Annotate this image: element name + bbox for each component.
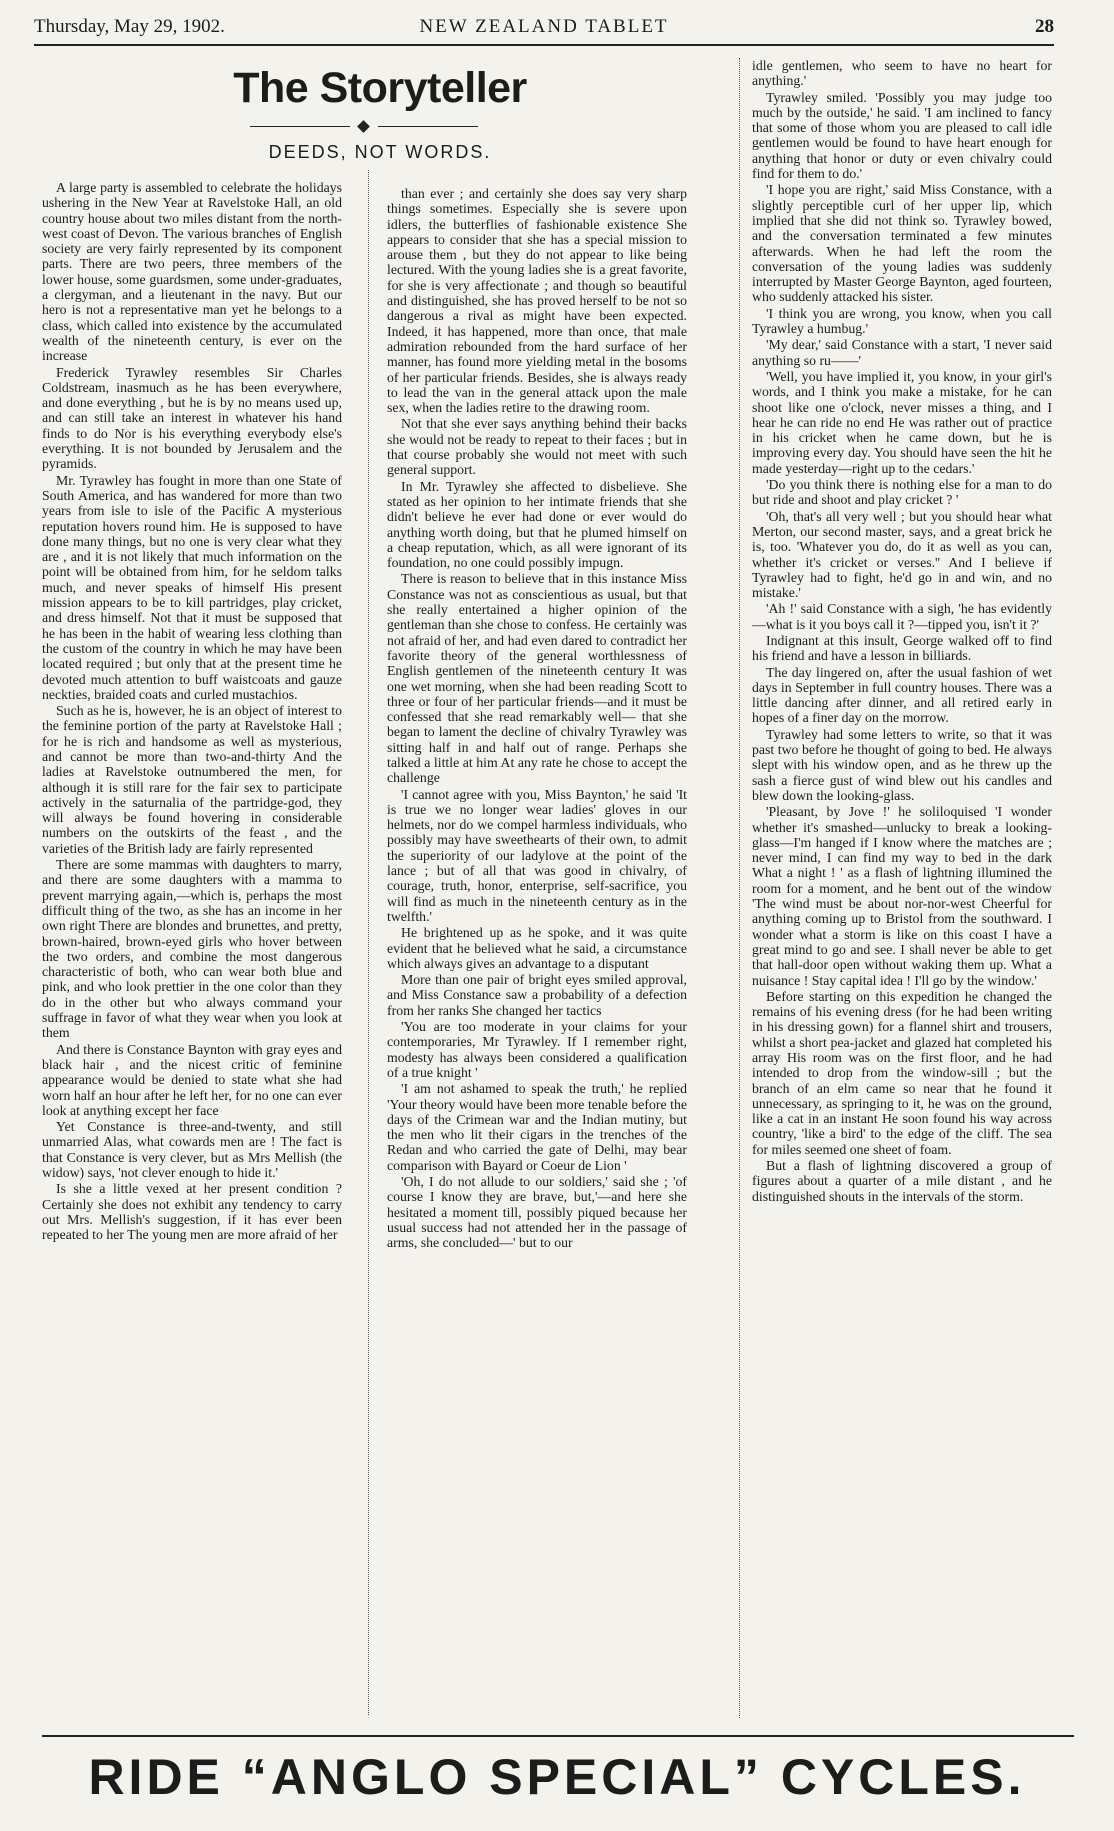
paragraph: But a flash of lightning discovered a group of figures about a quarter of a mile distant , and he distinguished shouts in the intervals of the storm. xyxy=(752,1158,1052,1204)
paragraph: Yet Constance is three-and-twenty, and still unmarried Alas, what cowards men are ! The fact is that Constance is very clever, but as Mrs Mellish (the widow) says, 'not clever enough to hide it.' xyxy=(42,1119,342,1180)
paragraph: 'I think you are wrong, you know, when you call Tyrawley a humbug.' xyxy=(752,305,1052,337)
paragraph: A large party is assembled to celebrate the holidays ushering in the New Year at Ravelstoke Hall, an old country house about two miles distant from the north-west coast of Devon. The various branches of English society are very fairly represented by its component parts. There are two peers, three members of the lower house, some guardsmen, some under-graduates, a clergyman, and a lieutenant in the navy. But our hero is not a representative man yet he belongs to a class, which called into existence by the accumulated wealth of the nineteenth century, is ever on the increase xyxy=(42,180,342,364)
paragraph: Such as he is, however, he is an object of interest to the feminine portion of the party at Ravelstoke Hall ; for he is rich and handsome as well as mysterious, and cannot be more than two-and-thirty And the ladies at Ravelstoke outnumbered the men, for although it is still rare for the fair sex to participate actively in the saturnalia of the partridge-god, they will always be found hovering in considerable numbers on the outskirts of the feast , and the varieties of the British lady are fairly represented xyxy=(42,703,342,856)
paragraph: 'I am not ashamed to speak the truth,' he replied 'Your theory would have been more tenable before the days of the Crimean war and the Indian mutiny, but the men who lit their cigars in the trenches of the Redan and who carried the gate of Delhi, may bear comparison with Bayard or Coeur de Lion ' xyxy=(387,1081,687,1173)
footer-rule xyxy=(42,1735,1074,1737)
issue-date: Thursday, May 29, 1902. xyxy=(34,16,225,37)
paragraph: Tyrawley smiled. 'Possibly you may judge too much by the outside,' he said. 'I am inclined to fancy that some of those whom you are pleased to call idle gentlemen would be found to have heart enough for anything that honor or duty or even chivalry could find for them to do.' xyxy=(752,89,1052,182)
paragraph: 'Well, you have implied it, you know, in your girl's words, and I think you make a mistake, for he can shoot like one o'clock, never misses a thing, and I hear he can ride no end He was rather out of practice in his cricket when he came down, but he is improving every day. You should have seen the hit he made yesterday—right up to the cedars.' xyxy=(752,368,1052,476)
column-rule xyxy=(739,58,740,1718)
paragraph: In Mr. Tyrawley she affected to disbelieve. She stated as her opinion to her intimate friends that she didn't believe he ever had done or ever would do anything worth doing, but that he plumed himself on a cheap reputation, which, as all were ignorant of its foundation, no one could possibly impugn. xyxy=(387,478,687,571)
paragraph: There is reason to believe that in this instance Miss Constance was not as conscientious as usual, but that she really entertained a higher opinion of the gentleman than she chose to confess. He certainly was not afraid of her, and had even dared to contradict her favorite theory of the general worthlessness of English gentlemen of the nineteenth century It was one wet morning, when she had been reading Scott to three or four of her particular friends—and it must be confessed that she read remarkably well— that she began to lament the decline of chivalry Tyrawley was sitting half in and half out of range. Perhaps she talked a little at him At any rate he chose to accept the challenge xyxy=(387,571,687,786)
paragraph: 'Oh, I do not allude to our soldiers,' said she ; 'of course I know they are brave, but,'—and here she hesitated a moment till, possibly piqued because her usual success had not attended her in the passage of arms, she concluded—' but to our xyxy=(387,1174,687,1251)
paragraph: 'Oh, that's all very well ; but you should hear what Merton, our second master, says, and a great brick he is, too. 'Whatever you do, do it as well as you can, whether it's cricket or verses.'' And I believe if Tyrawley had to fight, he'd go in and win, and no mistake.' xyxy=(752,508,1052,601)
column-3 xyxy=(752,58,1052,1204)
paragraph: 'My dear,' said Constance with a start, 'I never said anything so ru——' xyxy=(752,337,1052,368)
paragraph: 'I hope you are right,' said Miss Constance, with a slightly perceptible curl of her upper lip, which implied that she did not think so. Tyrawley bowed, and the conversation terminated a few minutes afterwards. When he had left the room the conversation of the young ladies was suddenly interrupted by Master George Baynton, aged fourteen, who suddenly attacked his sister. xyxy=(752,182,1052,305)
masthead: NEW ZEALAND TABLET xyxy=(419,16,669,37)
paragraph: Mr. Tyrawley has fought in more than one State of South America, and has wandered for more than two years from isle to isle of the Pacific A mysterious reputation hovers round him. He is supposed to have done many things, but no one is very clear what they are , and it is not likely that much information on the point will be obtained from him, for he seldom talks much, and never speaks of himself His present mission appears to be to kill partridges, play cricket, and dress himself. Not that it must be supposed that he has been in the habit of wearing less clothing than the custom of the country in which he may have been located required ; but only that at the present time he devoted much attention to buff waistcoats and gauze neckties, braided coats and curled mustachios. xyxy=(42,472,342,702)
paragraph: Tyrawley had some letters to write, so that it was past two before he thought of going to bed. He always slept with his window open, and as he threw up the sash a fierce gust of wind blew out his candles and blew down the looking-glass. xyxy=(752,726,1052,803)
paragraph: There are some mammas with daughters to marry, and there are some daughters with a mamma to prevent marrying again,—which is, perhaps the most difficult thing of the two, as she has an income in her own right There are blondes and brunettes, and pretty, brown-haired, brown-eyed girls who hover between the two orders, and combine the most dangerous characteristic of both, who can wear both blue and pink, and who look prettier in the one color than they do in the other but who always command your suffrage in favor of what they wear when you look at them xyxy=(42,857,342,1041)
paragraph: 'Pleasant, by Jove !' he soliloquised 'I wonder whether it's smashed—unlucky to break a looking-glass—I'm hanged if I know where the matches are ; never mind, I can find my way to bed in the dark What a night ! ' as a flash of lightning illumined the room for a moment, and he bent out of the window 'The wind must be about nor-nor-west Cheerful for anything coming up to Bristol from the southward. I wonder what a storm is like on this coast I have a great mind to go and see. I shall never be able to get that hall-door open without waking them up. What a nuisance ! Stay capital idea ! I'll go by the window.' xyxy=(752,804,1052,988)
paragraph: 'Ah !' said Constance with a sigh, 'he has evidently—what is it you boys call it ?—tipped you, isn't it ?' xyxy=(752,601,1052,632)
paragraph: Before starting on this expedition he changed the remains of his evening dress (for he had been writing in his dressing gown) for a flannel shirt and trousers, whilst a short pea-jacket and glazed hat completed his array His room was on the first floor, and he had intended to drop from the window-sill ; but the branch of an elm came so near that he found it unnecessary, as springing to it, he was on the ground, like a cat in an instant He soon found his way across country, 'like a bird' to the edge of the cliff. The sea for miles seemed one sheet of foam. xyxy=(752,988,1052,1157)
paragraph: Frederick Tyrawley resembles Sir Charles Coldstream, inasmuch as he has been everywhere, and done everything , but he is by no means used up, and can still take an interest in whatever his hand finds to do Nor is his everything everybody else's everything. It is not bounded by Jerusalem and the pyramids. xyxy=(42,364,342,472)
story-subtitle: DEEDS, NOT WORDS. xyxy=(268,142,492,162)
paragraph: than ever ; and certainly she does say very sharp things sometimes. Especially she is severe upon idlers, the butterflies of fashionable existence She appears to consider that she has a special mission to arouse them , but they do not appear to like being lectured. With the young ladies she is a great favorite, for she is very affectionate ; and though so beautiful and distinguished, she has proved herself to be not so dangerous a rival as might have been expected. Indeed, it has happened, more than once, that male admiration rebounded from the hard surface of her manner, has found more yielding metal in the bosoms of her particular friends. Besides, she is always ready to lead the van in the general attack upon the male sex, when the ladies retire to the drawing room. xyxy=(387,186,687,416)
page-header xyxy=(34,10,1054,46)
page-number: 28 xyxy=(1035,16,1054,37)
column-1 xyxy=(42,180,342,1242)
paragraph: The day lingered on, after the usual fashion of wet days in September in full country houses. There was a little dancing after dinner, and all retired early in hopes of a finer day on the morrow. xyxy=(752,664,1052,726)
section-title: The Storyteller xyxy=(233,64,527,112)
advertisement-banner: RIDE “ANGLO SPECIAL” CYCLES. xyxy=(88,1749,1026,1805)
paragraph: Not that she ever says anything behind their backs she would not be ready to repeat to their faces ; but in that course probably she would not meet with such general support. xyxy=(387,416,687,478)
paragraph: And there is Constance Baynton with gray eyes and black hair , and the nicest critic of feminine appearance would be denied to state what she had worn half an hour after he left her, for no one can ever look at anything except her face xyxy=(42,1041,342,1118)
paragraph: More than one pair of bright eyes smiled approval, and Miss Constance saw a probability of a defection from her ranks She changed her tactics xyxy=(387,972,687,1018)
column-rule xyxy=(368,170,369,1715)
paragraph: Indignant at this insult, George walked off to find his friend and have a lesson in billiards. xyxy=(752,632,1052,664)
paragraph: idle gentlemen, who seem to have no heart for anything.' xyxy=(752,58,1052,89)
column-2 xyxy=(387,186,687,1250)
paragraph: 'I cannot agree with you, Miss Baynton,' he said 'It is true we no longer wear ladies' gloves in our helmets, nor do we compel harmless individuals, who possibly may have sweethearts of their own, to admit the superiority of our ladylove at the point of the lance ; but of all that was good in chivalry, of courage, truth, honor, enterprise, self-sacrifice, you will find as much in the nineteenth century as in the twelfth.' xyxy=(387,786,687,924)
paragraph: 'You are too moderate in your claims for your contemporaries, Mr Tyrawley. If I remember right, modesty has always been considered a qualification of a true knight ' xyxy=(387,1019,687,1080)
title-ornament xyxy=(250,120,480,132)
paragraph: 'Do you think there is nothing else for a man to do but ride and shoot and play cricket ? ' xyxy=(752,477,1052,508)
paragraph: Is she a little vexed at her present condition ? Certainly she does not exhibit any tendency to carry out Mrs. Mellish's suggestion, if it has ever been repeated to her The young men are more afraid of her xyxy=(42,1181,342,1243)
paragraph: He brightened up as he spoke, and it was quite evident that he believed what he said, a circumstance which always gives an advantage to a disputant xyxy=(387,925,687,971)
